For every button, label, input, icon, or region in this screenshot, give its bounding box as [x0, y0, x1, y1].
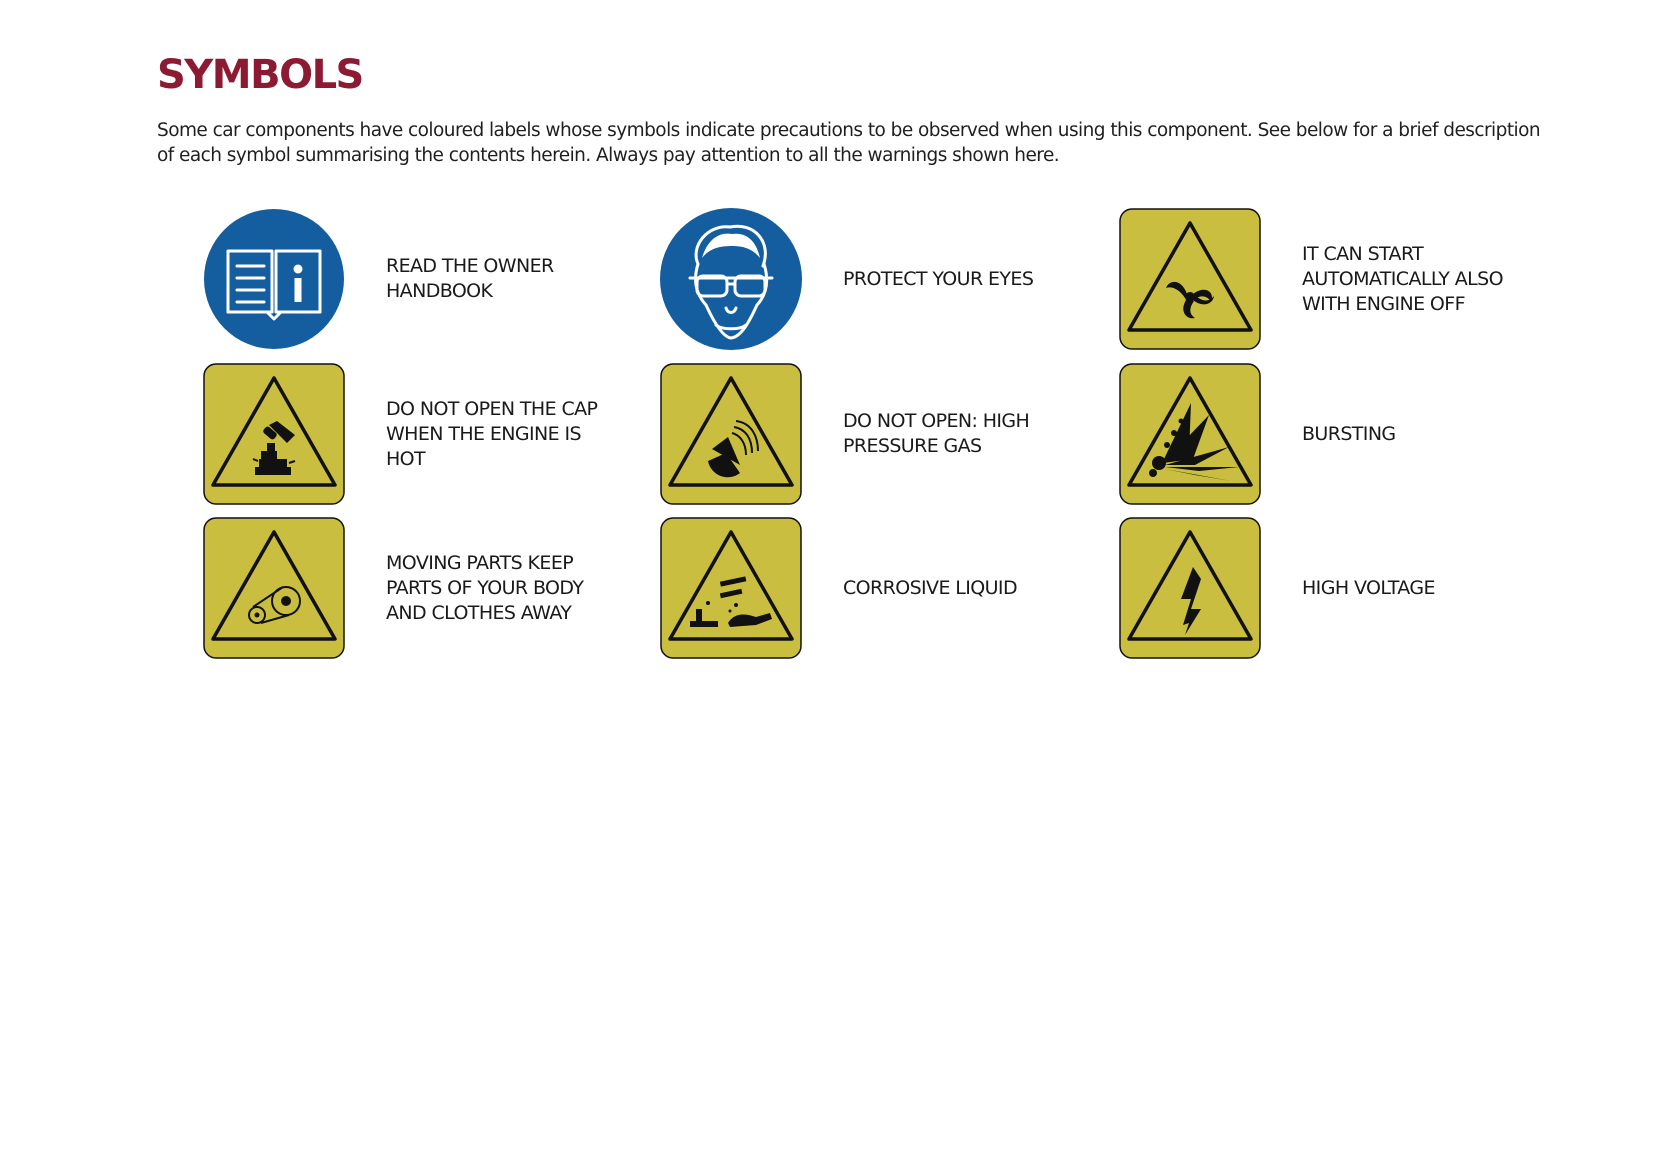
symbol-label: BURSTING [1302, 422, 1396, 445]
symbol-high-pressure [660, 363, 1120, 505]
symbol-protect-eyes [660, 208, 1120, 350]
symbol-auto-start [1119, 208, 1579, 350]
symbol-moving-parts [203, 517, 663, 659]
intro-paragraph: Some car components have coloured labels whose symbols indicate precautions to be observed when using this component. See below for a brief description of each symbol summarising the contents herein. Always pay attention to all the warnings shown here. [157, 120, 1541, 166]
moving-parts-icon [203, 517, 345, 659]
fan-auto-start-icon [1119, 208, 1261, 350]
symbol-label: MOVING PARTS KEEP PARTS OF YOUR BODY AND CLOTHES AWAY [386, 551, 584, 624]
symbol-high-voltage [1119, 517, 1579, 659]
hot-cap-icon [203, 363, 345, 505]
symbol-label: HIGH VOLTAGE [1302, 576, 1435, 599]
symbol-bursting [1119, 363, 1579, 505]
symbol-corrosive [660, 517, 1120, 659]
symbol-label: DO NOT OPEN THE CAP WHEN THE ENGINE IS HOT [386, 397, 598, 470]
symbol-read-handbook [203, 208, 663, 350]
symbol-label: CORROSIVE LIQUID [843, 576, 1017, 599]
high-voltage-icon [1119, 517, 1261, 659]
corrosive-liquid-icon [660, 517, 802, 659]
bursting-icon [1119, 363, 1261, 505]
symbol-hot-cap [203, 363, 663, 505]
high-pressure-gas-icon [660, 363, 802, 505]
eye-protection-icon [660, 208, 802, 350]
read-handbook-icon [203, 208, 345, 350]
symbol-label: DO NOT OPEN: HIGH PRESSURE GAS [843, 410, 1030, 457]
symbol-label: PROTECT YOUR EYES [843, 267, 1034, 290]
symbol-label: READ THE OWNER HANDBOOK [386, 255, 554, 302]
symbol-label: IT CAN START AUTOMATICALLY ALSO WITH ENGINE OFF [1302, 242, 1503, 315]
page-title: SYMBOLS [157, 52, 363, 98]
